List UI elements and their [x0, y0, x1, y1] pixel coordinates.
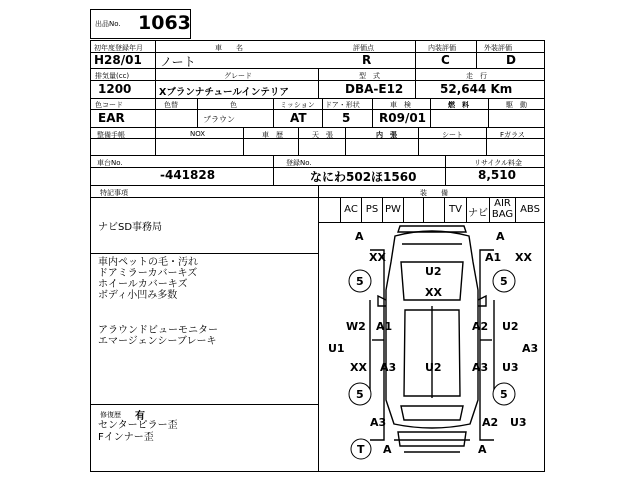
- damage-code: A: [355, 230, 364, 243]
- color-code-label: 色コード: [95, 101, 123, 109]
- damage-code: XX: [515, 251, 532, 264]
- car-name-value: ノート: [160, 55, 196, 69]
- repair-item: Fインナー歪: [98, 432, 154, 443]
- fuel-label: 燃 料: [448, 101, 469, 109]
- note-line: ボディ小凹み多数: [98, 290, 178, 301]
- inspection-label: 車 検: [390, 101, 411, 109]
- note-line: ホイールカバーキズ: [98, 279, 188, 290]
- interior-score-value: C: [441, 53, 450, 67]
- chassis-label: 車台No.: [97, 159, 123, 167]
- glass-label: Fガラス: [500, 131, 525, 139]
- repair-value: 有: [135, 411, 145, 422]
- damage-code: U2: [502, 320, 519, 333]
- damage-code: A3: [380, 361, 397, 374]
- chassis-value: -441828: [160, 168, 216, 182]
- interior-trim-label: 内 張: [376, 131, 397, 139]
- damage-code: A2: [482, 416, 499, 429]
- equip-airbag-bottom: BAG: [491, 209, 514, 220]
- color-value: ブラウン: [203, 115, 235, 124]
- damage-code: XX: [369, 251, 386, 264]
- note-line: 車内ペットの毛・汚れ: [98, 257, 198, 268]
- color-label: 色: [230, 101, 237, 109]
- damage-code: A3: [472, 361, 489, 374]
- damage-code: U3: [502, 361, 519, 374]
- damage-code: XX: [425, 286, 442, 299]
- car-diagram: [370, 226, 494, 452]
- inspection-value: R09/01: [379, 111, 427, 125]
- damage-code: A1: [376, 320, 393, 333]
- model-label: 型 式: [359, 72, 380, 80]
- equip-airbag-top: AIR: [494, 198, 511, 209]
- equip-ps: PS: [365, 204, 379, 215]
- model-value: DBA-E12: [345, 82, 404, 96]
- mileage-label: 走 行: [466, 72, 487, 80]
- car-name-label: 車 名: [215, 44, 243, 52]
- recycle-label: リサイクル料金: [474, 159, 523, 167]
- drive-label: 駆 動: [506, 101, 527, 109]
- transmission-label: ミッション: [280, 101, 315, 109]
- equip-navi: ナビ: [468, 208, 488, 219]
- score-value: R: [362, 53, 372, 67]
- damage-code: A3: [370, 416, 387, 429]
- doors-value: 5: [342, 111, 351, 125]
- repair-label: 修復歴: [100, 411, 121, 419]
- note-line: エマージェンシーブレーキ: [98, 336, 217, 347]
- note-line: ドアミラーカバーキズ: [98, 268, 198, 279]
- damage-code: W2: [346, 320, 366, 333]
- manual-label: 整備手帳: [97, 131, 125, 139]
- wheel-fl-code: 5: [356, 275, 364, 288]
- score-label: 評価点: [353, 44, 374, 52]
- equip-ac: AC: [344, 204, 358, 215]
- recycle-value: 8,510: [478, 168, 516, 182]
- displacement-value: 1200: [98, 82, 132, 96]
- exterior-score-label: 外装評価: [484, 44, 512, 52]
- doors-label: ドア・形状: [325, 101, 360, 109]
- color-code-value: EAR: [98, 111, 125, 125]
- damage-code: A3: [522, 342, 539, 355]
- note-line: アラウンドビューモニター: [98, 325, 218, 336]
- transmission-value: AT: [290, 111, 307, 125]
- seat-label: シート: [442, 131, 463, 139]
- equip-pw: PW: [385, 204, 401, 215]
- history-label: 車 歴: [262, 131, 283, 139]
- damage-code: XX: [350, 361, 367, 374]
- exterior-score-value: D: [506, 53, 516, 67]
- lot-label: 出品No.: [95, 20, 121, 28]
- registration-value: なにわ502ほ1560: [310, 170, 417, 184]
- lot-number: 1063: [138, 12, 191, 34]
- nox-label: NOX: [190, 130, 206, 138]
- damage-code: A: [496, 230, 505, 243]
- registration-label: 登録No.: [286, 159, 312, 167]
- wheel-fr-code: 5: [500, 275, 508, 288]
- color-swap-label: 色替: [164, 101, 178, 109]
- grade-label: グレード: [224, 72, 252, 80]
- damage-code: U1: [328, 342, 345, 355]
- spare-tire-code: T: [357, 443, 365, 456]
- repair-item: センターピラー歪: [98, 420, 178, 431]
- equipment-header: 装 備: [420, 189, 448, 197]
- grade-value: Xブランナチュールインテリア: [159, 87, 289, 98]
- equip-tv: TV: [449, 204, 462, 215]
- first-reg-label: 初年度登録年月: [94, 44, 143, 52]
- damage-code: A: [478, 443, 487, 456]
- notes-header: 特記事項: [100, 189, 128, 197]
- mileage-value: 52,644 Km: [440, 82, 513, 96]
- damage-code: U2: [425, 361, 442, 374]
- interior-score-label: 内装評価: [428, 44, 456, 52]
- damage-code: U3: [510, 416, 527, 429]
- damage-code: A: [383, 443, 392, 456]
- first-reg-value: H28/01: [94, 53, 142, 67]
- wheel-rl-code: 5: [356, 388, 364, 401]
- displacement-label: 排気量(cc): [95, 72, 130, 80]
- wheel-rr-code: 5: [500, 388, 508, 401]
- equip-abs: ABS: [520, 204, 540, 215]
- damage-code: A1: [485, 251, 502, 264]
- note-navi: ナビSD事務局: [98, 222, 163, 233]
- damage-code: U2: [425, 265, 442, 278]
- ceiling-label: 天 張: [312, 131, 333, 139]
- damage-code: A2: [472, 320, 489, 333]
